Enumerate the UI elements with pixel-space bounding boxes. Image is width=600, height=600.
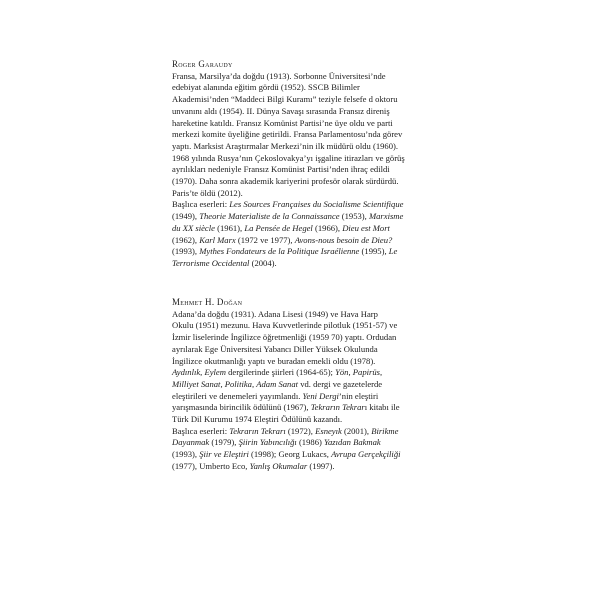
bio-line: Türk Dil Kurumu 1974 Eleştiri Ödülünü kazandı.: [172, 414, 343, 425]
work-title: du XX siècle: [172, 222, 215, 233]
bio-line: yarışmasında birincilik ödülünü (1967), Tekrarın Tekrarı kitabı ile: [172, 402, 400, 413]
work-year: (1972 ve 1977),: [237, 234, 293, 245]
work-title: La Pensée de Hegel: [244, 222, 313, 233]
work-year: (1962),: [172, 234, 198, 245]
bio-line: Başlıca eserleri: Tekrarın Tekrarı (1972), Esneyık (2001), Birikme: [172, 425, 399, 436]
work-title: Theorie Materialiste de la Connaissance: [199, 211, 340, 222]
bio-line: eleştirileri ve denemeleri yayımlandı. Yeni Dergi’nin eleştiri: [172, 390, 379, 401]
bio-roger-garaudy: [172, 59, 434, 270]
work-year: (1949),: [172, 211, 198, 222]
work-title: Les Sources Françaises du Socialisme Scientifique: [229, 199, 404, 210]
bio-line: Milliyet Sanat, Politika, Adam Sanat vd. dergi ve gazetelerde: [172, 378, 383, 389]
bio-line: İzmir liselerinde İngilizce öğretmenliği (1959 70) yaptı. Ordudan: [172, 332, 397, 343]
author-name: Roger Garaudy: [172, 59, 233, 69]
bio-mehmet-h-dogan: [172, 297, 434, 473]
biography-text: [172, 309, 434, 473]
bio-line: unvanını aldı (1954). II. Dünya Savaşı sırasında Fransız direniş: [172, 105, 390, 116]
work-year: (1961),: [217, 222, 243, 233]
author-name: Mehmet H. Doğan: [172, 297, 243, 307]
works-lead: Başlıca eserleri:: [172, 199, 228, 210]
bio-line: merkezi komite üyeliğine getirildi. Fransa Parlamentosu’nda görev: [172, 129, 403, 140]
work-title: Mythes Fondateurs de la Politique Israélienne: [199, 246, 360, 257]
work-title: Terrorisme Occidental: [172, 257, 250, 268]
work-year: (1995),: [361, 246, 387, 257]
bio-line: Okulu (1951) mezunu. Hava Kuvvetlerinde pilotluk (1951-57) ve: [172, 320, 398, 331]
bio-line: Adana’da doğdu (1931). Adana Lisesi (1949) ve Hava Harp: [172, 308, 378, 319]
bio-line: Paris’te öldü (2012).: [172, 187, 243, 198]
bio-line: Dayanmak (1979), Şiirin Yabıncılığı (1986) Yazıdan Bakmak: [172, 437, 381, 448]
bio-line: ayrılıkları nedeniyle Fransız Komünist Partisi’nden ihraç edildi: [172, 164, 390, 175]
bio-line: hareketine katıldı. Fransız Komünist Partisi’ne üye oldu ve parti: [172, 117, 393, 128]
bio-line: Aydınlık, Eylem dergilerinde şiirleri (1964-65); Yön, Papirüs,: [172, 367, 383, 378]
bio-line: edebiyat alanında eğitim gördü (1952). SSCB Bilimler: [172, 82, 360, 93]
work-year: (2004).: [251, 257, 277, 268]
bio-line: Akademisi’nden “Maddeci Bilgi Kuramı” teziyle felsefe d oktoru: [172, 94, 398, 105]
bio-line: (1977), Umberto Eco, Yanlış Okumalar (1997).: [172, 460, 335, 471]
biography-text: [172, 71, 434, 200]
work-year: (1993),: [172, 246, 198, 257]
work-title: Avons-nous besoin de Dieu?: [294, 234, 393, 245]
bio-line: ayrılarak Ege Üniversitesi Yabancı Diller Yüksek Okulunda: [172, 343, 378, 354]
work-year: (1953),: [341, 211, 367, 222]
work-year: (1966),: [314, 222, 341, 233]
bio-line: İngilizce okutmanlığı yaptı ve buradan emekli oldu (1978).: [172, 355, 376, 366]
bio-line: yaptı. Marksist Araştırmalar Merkezi’nin ilk müdürü oldu (1960).: [172, 140, 399, 151]
bio-line: 1968 yılında Rusya’nın Çekoslovakya’yı işgaline itirazları ve görüş: [172, 152, 405, 163]
works-list: [172, 199, 434, 269]
work-title: Karl Marx: [199, 234, 236, 245]
work-title: Dieu est Mort: [342, 222, 390, 233]
work-title: Le: [388, 246, 398, 257]
bio-line: (1970). Daha sonra akademik kariyerini profesör olarak sürdürdü.: [172, 176, 399, 187]
bio-line: Fransa, Marsilya’da doğdu (1913). Sorbonne Üniversitesi’nde: [172, 70, 386, 81]
work-title: Marxisme: [368, 211, 404, 222]
bio-line: (1993), Şiir ve Eleştiri (1998); Georg Lukacs, Avrupa Gerçekçiliği: [172, 449, 401, 460]
